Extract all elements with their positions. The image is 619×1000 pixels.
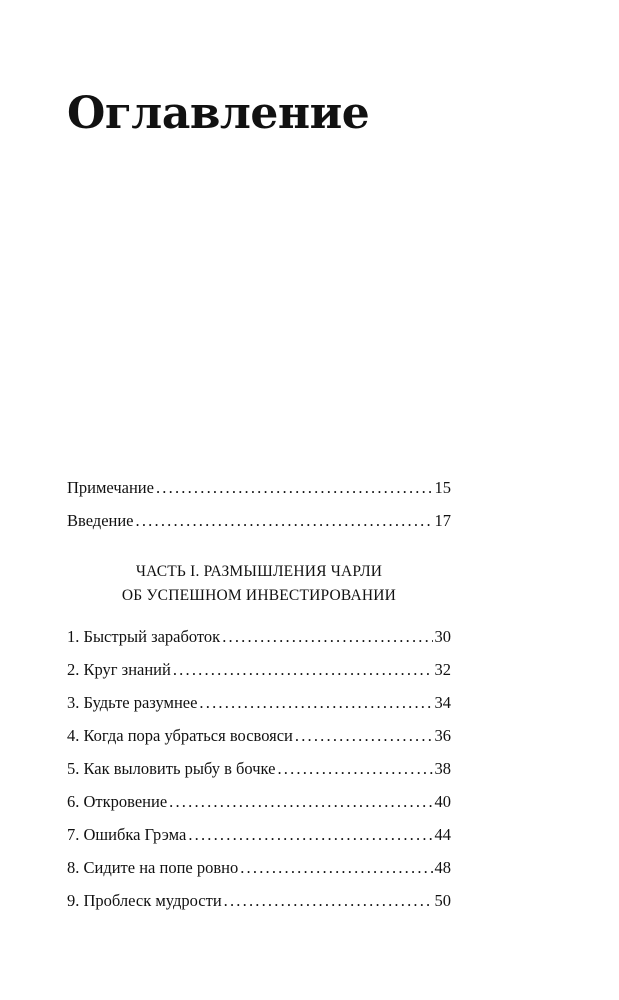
toc-entry-page: 50 bbox=[434, 891, 451, 910]
toc-entry-label: 4. Когда пора убраться восвояси bbox=[67, 726, 293, 745]
dot-leader bbox=[295, 722, 433, 750]
toc-entry-chapter-8[interactable] bbox=[67, 854, 451, 887]
toc-entry-page: 38 bbox=[434, 759, 451, 778]
toc-entry-label: 7. Ошибка Грэма bbox=[67, 825, 187, 844]
toc-entry-chapter-9[interactable] bbox=[67, 887, 451, 920]
toc-entry-chapter-2[interactable] bbox=[67, 656, 451, 689]
toc-entry-label: 8. Сидите на попе ровно bbox=[67, 858, 239, 877]
toc-entry-label: 5. Как выловить рыбу в бочке bbox=[67, 759, 276, 778]
toc-entry-page: 32 bbox=[434, 660, 451, 679]
toc-entry-label: 9. Проблеск мудрости bbox=[67, 891, 222, 910]
toc-entry-chapter-7[interactable] bbox=[67, 821, 451, 854]
toc-entry-page: 36 bbox=[434, 726, 451, 745]
toc-entry-introduction[interactable] bbox=[67, 507, 451, 540]
toc-entry-label: 1. Быстрый заработок bbox=[67, 627, 221, 646]
dot-leader bbox=[173, 656, 433, 684]
toc-entry-label: Введение bbox=[67, 511, 134, 530]
part-heading-line-1: ЧАСТЬ I. РАЗМЫШЛЕНИЯ ЧАРЛИ bbox=[135, 563, 383, 580]
toc-entry-chapter-3[interactable] bbox=[67, 689, 451, 722]
toc-entry-page: 34 bbox=[434, 693, 451, 712]
dot-leader bbox=[199, 689, 432, 717]
dot-leader bbox=[222, 623, 432, 651]
toc-entry-page: 44 bbox=[434, 825, 451, 844]
dot-leader bbox=[224, 887, 433, 915]
toc-entry-chapter-6[interactable] bbox=[67, 788, 451, 821]
toc-entry-note[interactable] bbox=[67, 474, 451, 507]
toc-entry-chapter-4[interactable] bbox=[67, 722, 451, 755]
toc-entry-page: 40 bbox=[434, 792, 451, 811]
part-heading bbox=[67, 560, 451, 608]
toc-entry-page: 15 bbox=[434, 478, 451, 497]
dot-leader bbox=[136, 507, 433, 535]
dot-leader bbox=[169, 788, 432, 816]
dot-leader bbox=[277, 755, 432, 783]
table-of-contents bbox=[67, 474, 451, 920]
toc-entry-label: 6. Откровение bbox=[67, 792, 168, 811]
toc-entry-page: 48 bbox=[434, 858, 451, 877]
dot-leader bbox=[240, 854, 432, 882]
page-title: Оглавление bbox=[67, 88, 370, 139]
toc-entry-chapter-5[interactable] bbox=[67, 755, 451, 788]
toc-entry-page: 17 bbox=[434, 511, 451, 530]
part-heading-line-2: ОБ УСПЕШНОМ ИНВЕСТИРОВАНИИ bbox=[121, 587, 397, 604]
dot-leader bbox=[156, 474, 433, 502]
toc-entry-chapter-1[interactable] bbox=[67, 623, 451, 656]
toc-entry-page: 30 bbox=[434, 627, 451, 646]
toc-entry-label: 3. Будьте разумнее bbox=[67, 693, 198, 712]
dot-leader bbox=[188, 821, 432, 849]
toc-entry-label: 2. Круг знаний bbox=[67, 660, 171, 679]
toc-entry-label: Примечание bbox=[67, 478, 154, 497]
